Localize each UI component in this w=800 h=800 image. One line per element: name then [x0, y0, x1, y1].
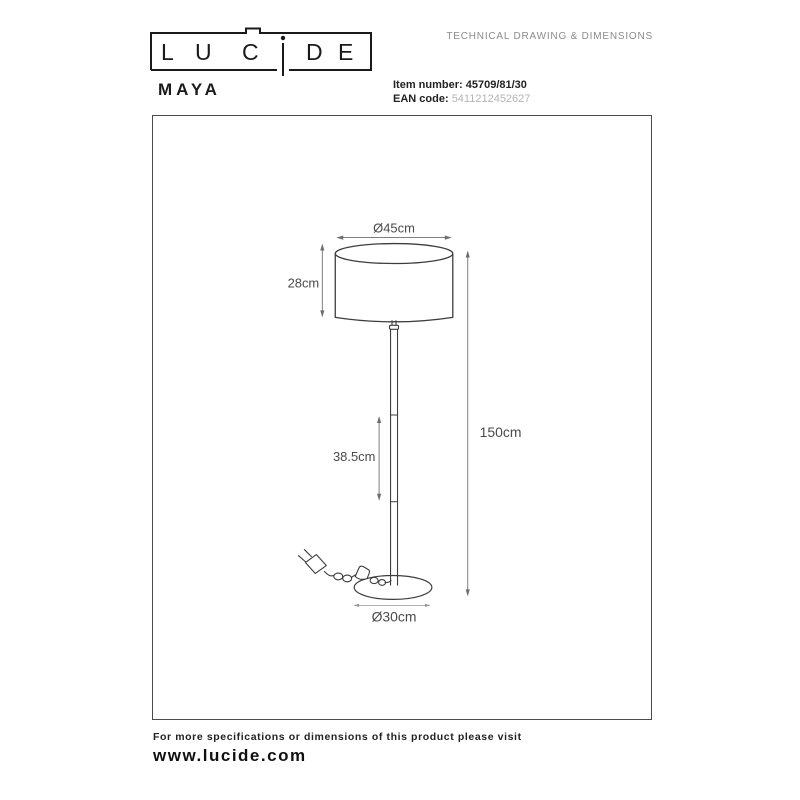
- ean-label: EAN code:: [393, 93, 449, 105]
- dim-arrow: [336, 236, 343, 240]
- page-tagline: TECHNICAL DRAWING & DIMENSIONS: [446, 31, 653, 42]
- item-number-row: [393, 78, 530, 92]
- lucide-logo: [150, 26, 378, 84]
- logo-letter-u: U: [195, 39, 212, 65]
- dim-pole-segment-label: 38.5cm: [332, 448, 376, 464]
- dim-base-diameter-label: Ø30cm: [371, 608, 417, 625]
- item-number-label: Item number:: [393, 79, 463, 91]
- lamp-socket-cap: [390, 325, 399, 329]
- logo-letter-i-dot: [281, 36, 285, 40]
- cord-loop: [343, 575, 352, 582]
- cord-loop: [379, 580, 386, 586]
- logo-letter-l: L: [161, 39, 174, 65]
- dim-arrow: [377, 494, 381, 501]
- plug-prong: [298, 556, 306, 563]
- dim-arrow: [353, 604, 359, 607]
- power-cord: [298, 550, 391, 586]
- dim-total-height-label: 150cm: [479, 423, 522, 440]
- dim-shade-diameter-label: Ø45cm: [373, 220, 415, 236]
- footer-note: For more specifications or dimensions of this product please visit: [153, 731, 522, 743]
- inline-switch: [355, 566, 369, 579]
- dim-arrow: [466, 251, 470, 258]
- technical-drawing-frame: [152, 115, 652, 720]
- footer: [153, 731, 522, 766]
- logo-letter-e: E: [338, 39, 354, 65]
- item-number-value: 45709/81/30: [465, 79, 527, 91]
- dim-arrow: [445, 236, 452, 240]
- lamp-technical-drawing: [153, 116, 651, 719]
- logo-letter-c: C: [242, 39, 259, 65]
- product-name: MAYA: [158, 80, 221, 99]
- cord-loop: [334, 573, 343, 580]
- dim-arrow: [320, 310, 324, 317]
- dim-arrow: [320, 244, 324, 251]
- dim-arrow: [466, 589, 470, 596]
- plug-prong: [304, 550, 311, 557]
- plug-body: [305, 555, 326, 574]
- ean-value: 5411212452627: [451, 93, 531, 105]
- product-codes: [393, 78, 530, 106]
- dim-arrow: [425, 604, 431, 607]
- ean-row: [393, 92, 530, 106]
- dim-shade-height-label: 28cm: [287, 275, 320, 291]
- logo-letter-d: D: [306, 39, 323, 65]
- cord-segment: [324, 571, 333, 575]
- dim-arrow: [377, 416, 381, 423]
- cord-loop: [370, 577, 378, 583]
- lamp-shade-top: [335, 244, 453, 264]
- footer-website: www.lucide.com: [153, 746, 307, 765]
